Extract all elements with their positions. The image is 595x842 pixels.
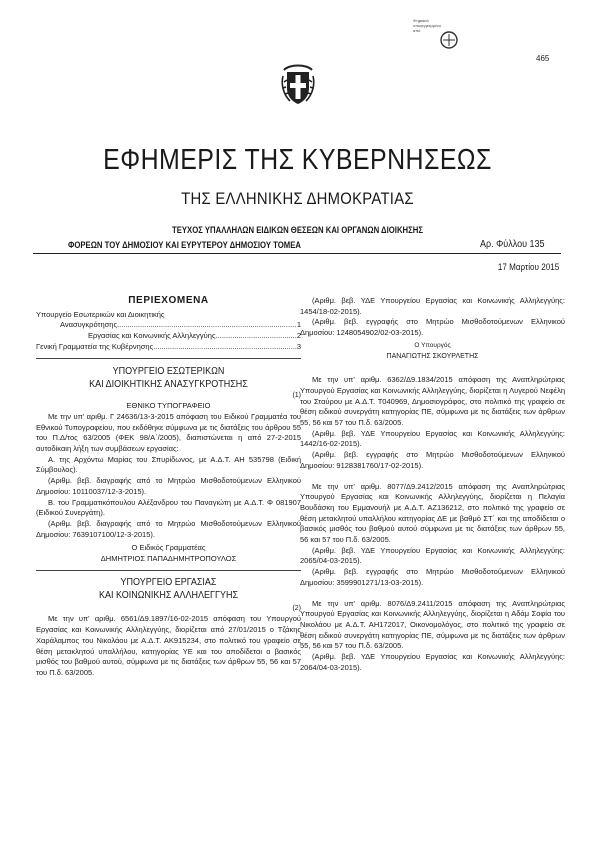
decision-number-1: (1) <box>292 391 301 399</box>
toc-entry-2-page: 2 <box>296 331 301 341</box>
toc-entry-2[interactable] <box>36 331 301 342</box>
right-paragraph-2: (Αριθμ. βεβ. εγγραφής στο Μητρώο Μισθοδοτούμενων Ελληνικού Δημοσίου: 1248054902/02-03-2015). <box>300 317 565 338</box>
right-paragraph-3: Με την υπ' αριθμ. 6362/Δ9.1834/2015 απόφαση της Αναπληρώτριας Υπουργού Εργασίας και Κοινωνικής Αλληλεγγύης, διορίζεται η Λυγερού Νεφέλη του Σταύρου με Α.Δ.Τ. Τ040969, Δημοσιογράφος, στο πολιτικό της γραφείο σε θέση ειδικού συνεργάτη κατηγορίας ΠΕ, σύμφωνα με τις διατάξεις των άρθρων 55, 56 και 57 του Π.δ. 63/2005. <box>300 375 565 428</box>
gazette-subtitle: ΤΗΣ ΕΛΛΗΝΙΚΗΣ ΔΗΜΟΚΡΑΤΙΑΣ <box>181 190 414 208</box>
toc-entry-1-line1: Υπουργείο Εσωτερικών και Διοικητικής <box>36 309 165 319</box>
stamp-text-2: υπογεγραμμένο <box>413 23 442 28</box>
signatory-name-1: ΔΗΜΗΤΡΙΟΣ ΠΑΠΑΔΗΜΗΤΡΟΠΟΥΛΟΣ <box>100 554 237 564</box>
decision-1-paragraph-2: Α. της Αρχόντω Μαρίας του Σπυρίδωνος, με Α.Δ.Τ. ΑΗ 535798 (Ειδική Σύμβουλος). <box>36 454 301 475</box>
ministry-heading-2: ΚΑΙ ΔΙΟΙΚΗΤΙΚΗΣ ΑΝΑΣΥΓΚΡΟΤΗΣΗΣ <box>89 378 248 390</box>
toc-entry-3[interactable] <box>36 342 301 353</box>
toc-entry-3-label: Γενική Γραμματεία της Κυβέρνησης <box>36 341 154 351</box>
right-paragraph-10: (Αριθμ. βεβ. ΥΔΕ Υπουργείου Εργασίας και Κοινωνικής Αλληλεγγύης: 2064/04-03-2015). <box>300 652 565 672</box>
sheet-number: Αρ. Φύλλου 135 <box>480 239 545 250</box>
issue-type-line-2: ΦΟΡΕΩΝ ΤΟΥ ΔΗΜΟΣΙΟΥ ΚΑΙ ΕΥΡΥΤΕΡΟΥ ΔΗΜΟΣΙΟΥ ΤΟΜΕΑ <box>68 240 301 250</box>
toc-entry-1-line2: Ανασυγκρότησης <box>60 320 118 330</box>
issue-date: 17 Μαρτίου 2015 <box>497 262 559 272</box>
ministry-heading-1: ΥΠΟΥΡΓΕΙΟ ΕΣΩΤΕΡΙΚΩΝ <box>112 365 225 377</box>
decision-1-paragraph-4: Β. του Γραμματικόπουλου Αλέξανδρου του Παναγιώτη με Α.Δ.Τ. Φ 081907 (Ειδικού Συνεργάτη). <box>36 497 301 518</box>
right-paragraph-6: Με την υπ' αριθμ. 8077/Δ9.2412/2015 απόφαση της Αναπληρώτριας Υπουργού Εργασίας και Κοινωνικής Αλληλεγγύης, διορίζεται η Πελαγία Βουδάσκη του Εμμανουήλ με Α.Δ.Τ. ΑΖ136212, στο πολιτικό της γραφείο σε θέση μετακλητού υπαλλήλου κατηγορίας ΔΕ με βαθμό ΣΤ΄ και της αποδίδεται ο βασικός μισθός του βαθμού αυτού σύμφωνα με τις διατάξεις των άρθρων 55, 56 και 57 του Π.δ. 63/2005. <box>300 481 565 545</box>
right-paragraph-9: Με την υπ' αριθμ. 8076/Δ9.2411/2015 απόφαση της Αναπληρώτριας Υπουργού Εργασίας και Κοινωνικής Αλληλεγγύης, διορίζεται η Αδάμ Σοφία του Νικολάου με Α.Δ.Τ. ΑΗ172017, Οικονομολόγος, στο πολιτικό της γραφείο σε θέση ειδικού συνεργάτη κατηγορίας ΠΕ, σύμφωνα με τις διατάξεις των άρθρων 55, 56 και 57 του Π.δ. 63/2005. <box>300 598 565 651</box>
stamp-text-3: από <box>413 28 421 33</box>
header-divider <box>33 253 561 254</box>
right-paragraph-4: (Αριθμ. βεβ. ΥΔΕ Υπουργείου Εργασίας και Κοινωνικής Αλληλεγγύης: 1442/16-02-2015). <box>300 428 565 449</box>
ministry-heading-4: ΚΑΙ ΚΟΙΝΩΝΙΚΗΣ ΑΛΛΗΛΕΓΓΥΗΣ <box>98 589 239 601</box>
right-column <box>300 296 565 674</box>
decision-1-paragraph-5: (Αριθμ. βεβ. διαγραφής από το Μητρώο Μισθοδοτούμενων Ελληνικού Δημοσίου: 7639107100/12-3-2015). <box>36 518 301 539</box>
gazette-title: ΕΦΗΜΕΡΙΣ ΤΗΣ ΚΥΒΕΡΝΗΣΕΩΣ <box>103 144 492 176</box>
page-number: 465 <box>536 54 550 63</box>
section-divider <box>36 570 301 571</box>
signatory-title-2: Ο Υπουργός <box>414 341 451 349</box>
decision-2-paragraph-1: Με την υπ' αριθμ. 6561/Δ9.1897/16-02-2015 απόφαση του Υπουργού Εργασίας και Κοινωνικής Αλληλεγγύης, διορίζεται από 27/01/2015 ο Τζάκης Χαράλαμπος του Νικολάου με Α.Δ.Τ. ΑΚ915234, στο πολιτικό του γραφείο σε θέση μετακλητού υπαλλήλου, κατηγορίας ΥΕ και του αποδίδεται ο βασικός μισθός του βαθμού αυτού, σύμφωνα με τις διατάξεις των άρθρων 55, 56 και 57 του Π.δ. 63/2005. <box>36 614 301 677</box>
toc-entry-2-label: Εργασίας και Κοινωνικής Αλληλεγγύης <box>88 331 216 341</box>
ministry-heading-3: ΥΠΟΥΡΓΕΙΟ ΕΡΓΑΣΙΑΣ <box>120 576 217 588</box>
decision-1-paragraph-1: Με την υπ' αριθμ. Γ 24636/13-3-2015 απόφαση του Ειδικού Γραμματέα του Εθνικού Τυπογραφείου, που εκδόθηκε σύμφωνα με τις διατάξεις του άρθρου 55 του Π.Δ/τος 63/2005 (ΦΕΚ 98/Α΄/2005), διαπιστώνεται η από 27-2-2015 αυτοδίκαιη λήξη των συμβάσεων εργασίας: <box>36 411 301 454</box>
authority-subheading: ΕΘΝΙΚΟ ΤΥΠΟΓΡΑΦΕΙΟ <box>126 401 211 411</box>
toc-entry-3-page: 3 <box>296 341 301 351</box>
left-column <box>36 296 301 679</box>
coat-of-arms-emblem <box>281 60 315 106</box>
right-paragraph-7: (Αριθμ. βεβ. ΥΔΕ Υπουργείου Εργασίας και Κοινωνικής Αλληλεγγύης: 2065/04-03-2015). <box>300 545 565 566</box>
signatory-name-2: ΠΑΝΑΓΙΩΤΗΣ ΣΚΟΥΡΛΕΤΗΣ <box>386 352 479 360</box>
contents-heading: ΠΕΡΙΕΧΟΜΕΝΑ <box>128 295 209 306</box>
decision-number-2: (2) <box>292 604 301 612</box>
right-paragraph-5: (Αριθμ. βεβ. εγγραφής στο Μητρώο Μισθοδοτούμενων Ελληνικού Δημοσίου: 9128381760/17-02-2015). <box>300 450 565 470</box>
toc-entry-1[interactable] <box>36 310 301 331</box>
decision-1-paragraph-3: (Αριθμ. βεβ. διαγραφής από το Μητρώο Μισθοδοτούμενων Ελληνικού Δημοσίου: 10110037/12-3-2015). <box>36 476 301 496</box>
issue-type-line-1: ΤΕΥΧΟΣ ΥΠΑΛΛΗΛΩΝ ΕΙΔΙΚΩΝ ΘΕΣΕΩΝ ΚΑΙ ΟΡΓΑΝΩΝ ΔΙΟΙΚΗΣΗΣ <box>171 225 424 235</box>
right-paragraph-1: (Αριθμ. βεβ. ΥΔΕ Υπουργείου Εργασίας και Κοινωνικής Αλληλεγγύης: 1454/18-02-2015). <box>300 296 565 316</box>
toc-entry-1-page: 1 <box>296 320 301 330</box>
signatory-title-1: Ο Ειδικός Γραμματέας <box>131 543 206 553</box>
digital-signature-stamp <box>413 18 473 70</box>
right-paragraph-8: (Αριθμ. βεβ. εγγραφής στο Μητρώο Μισθοδοτούμενων Ελληνικού Δημοσίου: 3599901271/13-03-2015). <box>300 567 565 587</box>
stamp-seal-icon <box>439 30 459 50</box>
contents-divider <box>36 358 301 359</box>
stamp-text-1: Ψηφιακά <box>413 18 429 23</box>
